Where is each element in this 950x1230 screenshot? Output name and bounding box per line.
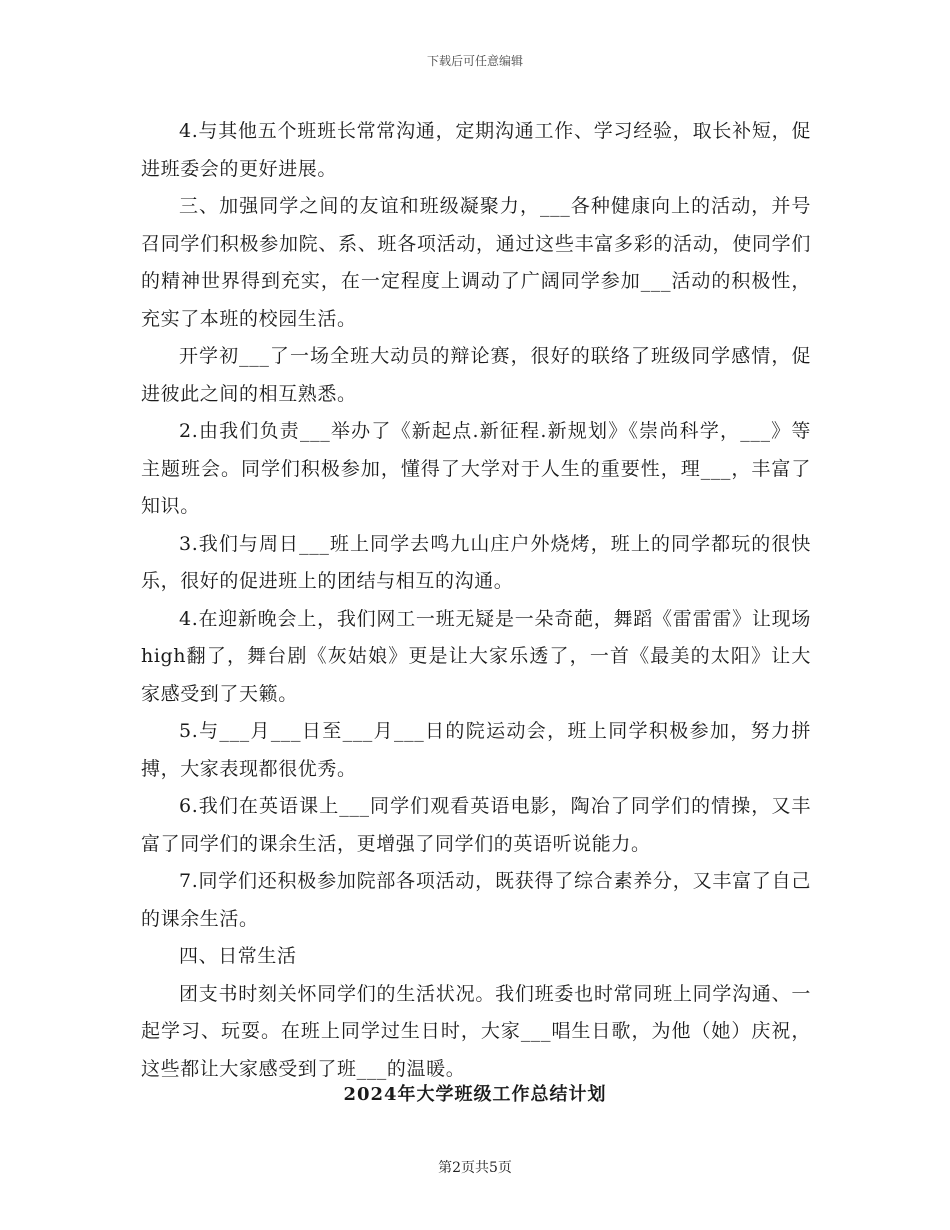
paragraph-activities: 7.同学们还积极参加院部各项活动，既获得了综合素养分，又丰富了自己的课余生活。 [141, 870, 811, 930]
paragraph-debate: 开学初___了一场全班大动员的辩论赛，很好的联络了班级同学感情，促进彼此之间的相互熟悉。 [141, 345, 811, 405]
paragraph-liaison: 4.与其他五个班班长常常沟通，定期沟通工作、学习经验，取长补短，促进班委会的更好进展。 [141, 120, 811, 180]
paragraph-class-meetings: 2.由我们负责___举办了《新起点.新征程.新规划》《崇尚科学，___》等主题班会。同学们积极参加，懂得了大学对于人生的重要性，理___，丰富了知识。 [141, 420, 811, 517]
paragraph-english-movies: 6.我们在英语课上___同学们观看英语电影，陶冶了同学们的情操，又丰富了同学们的课余生活，更增强了同学们的英语听说能力。 [141, 795, 811, 855]
paragraph-barbecue: 3.我们与周日___班上同学去鸣九山庄户外烧烤，班上的同学都玩的很快乐，很好的促进班上的团结与相互的沟通。 [141, 532, 811, 592]
heading-section-four: 四、日常生活 [179, 945, 297, 967]
document-body [141, 113, 811, 1088]
page-header-note: 下载后可任意编辑 [426, 54, 523, 68]
paragraph-daily-life: 团支书时刻关怀同学们的生活状况。我们班委也时常同班上同学沟通、一起学习、玩耍。在班上同学过生日时，大家___唱生日歌，为他（她）庆祝，这些都让大家感受到了班___的温暖。 [141, 982, 811, 1080]
paragraph-section-three: 三、加强同学之间的友谊和班级凝聚力，___各种健康向上的活动，并号召同学们积极参加院、系、班各项活动，通过这些丰富多彩的活动，使同学们的精神世界得到充实，在一定程度上调动了广阔同学参加___活动的积极性，充实了本班的校园生活。 [141, 195, 811, 330]
page-footer-number: 第2页共5页 [438, 1160, 512, 1176]
paragraph-sports-meet: 5.与___月___日至___月___日的院运动会，班上同学积极参加，努力拼搏，大家表现都很优秀。 [141, 720, 811, 780]
paragraph-welcome-party: 4.在迎新晚会上，我们网工一班无疑是一朵奇葩，舞蹈《雷雷雷》让现场high翻了，舞台剧《灰姑娘》更是让大家乐透了，一首《最美的太阳》让大家感受到了天籁。 [141, 607, 811, 705]
section-title: 2024年大学班级工作总结计划 [343, 1084, 607, 1105]
